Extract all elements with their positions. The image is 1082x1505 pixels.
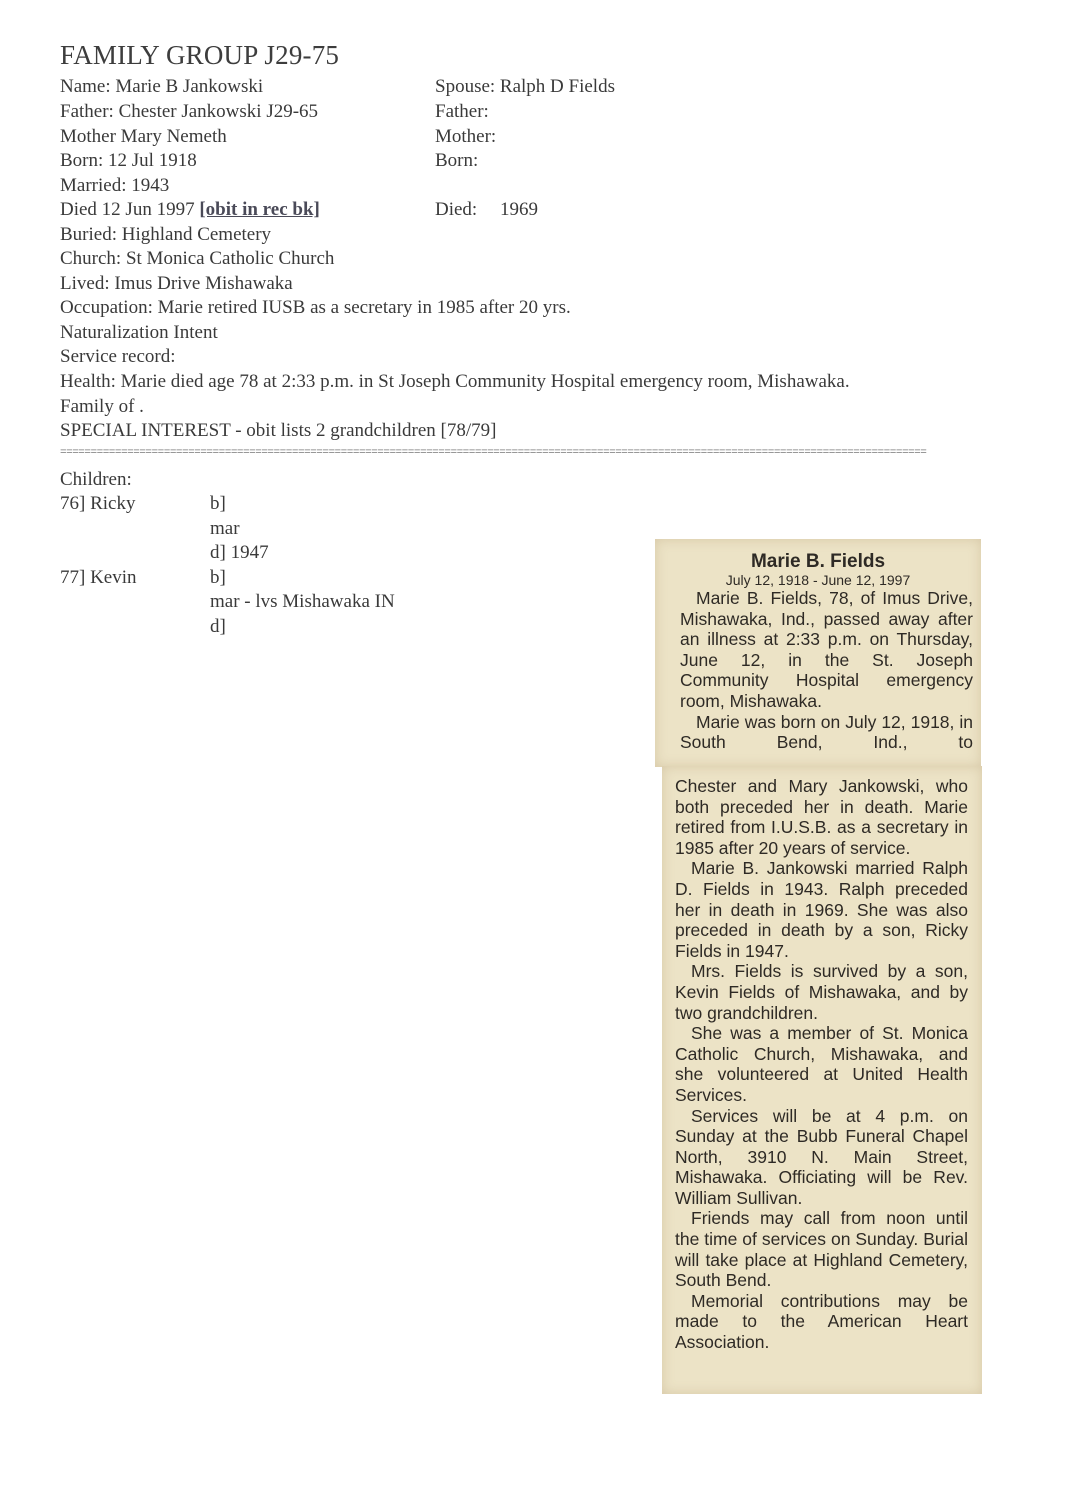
spouse-field: Spouse: Ralph D Fields [435,76,615,97]
spouse-father-field: Father: [435,101,489,122]
obituary-paragraph: Services will be at 4 p.m. on Sunday at the Bubb Funeral Chapel North, 3910 N. Main Street, Mishawaka. Officiating will be Rev. William Sullivan. [675,1105,968,1208]
died-field [60,198,320,222]
obituary-paragraph: Marie B. Jankowski married Ralph D. Fields in 1943. Ralph preceded her in death in 1969. She was also preceded in death by a son, Ricky Fields in 1947. [675,858,968,961]
separator-rule: ============================================================================================================================================== [60,447,927,459]
mother-field: Mother Mary Nemeth [60,126,227,147]
obituary-headline: Marie B. Fields [750,551,886,572]
obituary-paragraph: Memorial contributions may be made to the American Heart Association. [675,1290,968,1353]
spouse-died-value: 1969 [499,199,538,220]
spouse-born-field: Born: [435,150,479,171]
born-field: Born: 12 Jul 1918 [60,150,197,171]
health-field: Health: Marie died age 78 at 2:33 p.m. in St Joseph Community Hospital emergency room, Mishawaka. [60,371,850,392]
child-77-born: b] [210,567,226,588]
died-text: Died 12 Jun 1997 [60,199,195,220]
occupation-field: Occupation: Marie retired IUSB as a secretary in 1985 after 20 yrs. [60,297,571,318]
obituary-paragraph: Mrs. Fields is survived by a son, Kevin Fields of Mishawaka, and by two grandchildren. [675,961,968,1023]
obituary-paragraph: Friends may call from noon until the time of services on Sunday. Burial will take place at Highland Cemetery, South Bend. [675,1208,968,1291]
naturalization-field: Naturalization Intent [60,322,218,343]
obituary-dates: July 12, 1918 - June 12, 1997 [725,572,911,588]
spouse-died-label: Died: [435,199,478,220]
child-77-married: mar - lvs Mishawaka IN [210,591,395,612]
children-heading: Children: [60,469,132,490]
obituary-paragraph: Chester and Mary Jankowski, who both preceded her in death. Marie retired from I.U.S.B. as a secretary in 1985 after 20 years of service. [675,776,968,858]
name-field: Name: Marie B Jankowski [60,76,264,97]
spouse-mother-field: Mother: [435,126,497,147]
service-field: Service record: [60,346,176,367]
buried-field: Buried: Highland Cemetery [60,224,272,245]
child-77-name: 77] Kevin [60,567,137,588]
family-of-field: Family of . [60,396,144,417]
special-interest-field: SPECIAL INTEREST - obit lists 2 grandchildren [78/79] [60,420,497,441]
child-77-died: d] [210,616,226,637]
child-76-married: mar [210,518,240,539]
child-76-name: 76] Ricky [60,493,136,514]
child-76-died: d] 1947 [210,542,269,563]
obituary-paragraph: Marie B. Fields, 78, of Imus Drive, Mishawaka, Ind., passed away after an illness at 2:33 p.m. on Thursday, June 12, in the St. Joseph Community Hospital emergency room, Mishawaka. [680,588,973,711]
obituary-clipping-bottom [662,766,982,1394]
child-76-born: b] [210,493,226,514]
obit-link[interactable]: [obit in rec bk] [199,199,320,220]
spouse-died-field [435,198,538,222]
lived-field: Lived: Imus Drive Mishawaka [60,273,293,294]
married-field: Married: 1943 [60,175,170,196]
father-field: Father: Chester Jankowski J29-65 [60,101,319,122]
obituary-text-part1 [655,588,981,753]
obituary-paragraph: Marie was born on July 12, 1918, in South Bend, Ind., to [680,711,973,753]
obituary-text-part2 [662,776,982,1353]
church-field: Church: St Monica Catholic Church [60,248,335,269]
obituary-paragraph: She was a member of St. Monica Catholic Church, Mishawaka, and she volunteered at United Health Services. [675,1023,968,1105]
page-title: FAMILY GROUP J29-75 [60,40,340,70]
obituary-clipping-top [655,539,981,767]
